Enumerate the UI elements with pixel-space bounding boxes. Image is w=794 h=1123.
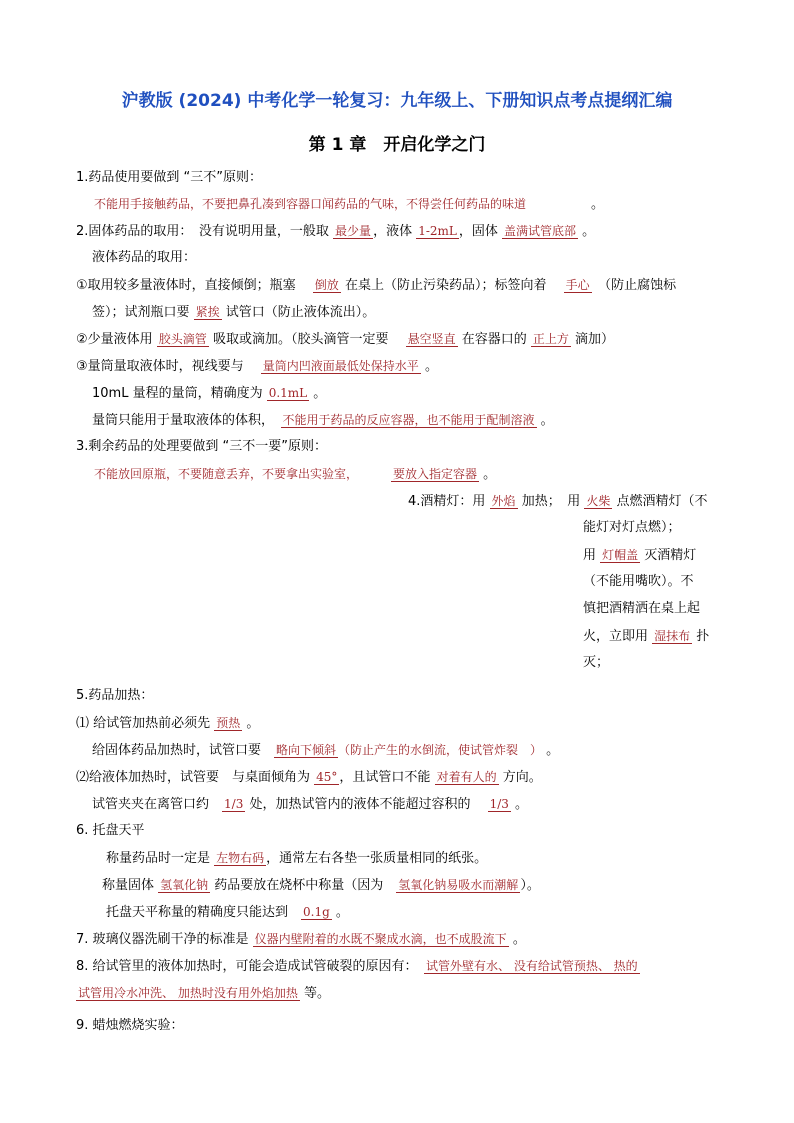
question-text: 。	[526, 197, 605, 212]
question-text: （防止腐蚀标	[591, 278, 677, 293]
question-text: 试管夹夹在离管口约	[92, 797, 223, 812]
text-line	[76, 713, 259, 734]
question-text: 托盘天平称量的精确度只能达到	[106, 905, 302, 920]
answer-blank: 氢氧化钠易吸水而潮解	[398, 878, 519, 892]
text-line	[92, 410, 554, 431]
text-line	[76, 767, 542, 788]
question-text: 8. 给试管里的液体加热时，可能会造成试管破裂的原因有：	[76, 959, 425, 974]
question-text: 滴加）	[570, 332, 615, 347]
answer-blank: 试管用冷水冲洗、 加热时没有用外焰加热	[78, 986, 298, 1000]
answer-blank: 湿抹布	[654, 629, 691, 643]
answer-blank: 1/3	[224, 797, 244, 811]
question-text: 3.剩余药品的处理要做到 “三不一要”原则：	[76, 439, 328, 454]
question-text: 1.药品使用要做到 “三不”原则：	[76, 170, 263, 185]
answer-blank: 0.1mL	[268, 386, 308, 400]
text-line	[76, 329, 614, 350]
text-line	[92, 302, 375, 323]
answer-text: （防止产生的水倒流，使试管炸裂 ）	[338, 743, 543, 757]
question-text: 加热； 用	[517, 494, 585, 509]
answer-blank: 最少量	[335, 224, 372, 238]
text-line	[106, 848, 487, 869]
answer-blank: 1/3	[489, 797, 509, 811]
answer-blank: 左物右码	[216, 851, 265, 865]
text-line	[76, 983, 330, 1004]
answer-blank: 0.1g	[303, 905, 330, 919]
answer-blank: 手心	[565, 278, 590, 292]
document-title: 沪教版 (2024) 中考化学一轮复习：九年级上、下册知识点考点提纲汇编	[121, 91, 673, 111]
answer-blank: 灯帽盖	[602, 548, 639, 562]
question-text: 点燃酒精灯（不	[612, 494, 708, 509]
question-text: 5.药品加热：	[76, 688, 154, 703]
text-line	[76, 956, 640, 977]
question-text: 等。	[299, 986, 330, 1001]
answer-blank: 倒放	[314, 278, 339, 292]
answer-blank: 仪器内壁附着的水既不聚成水滴，也不成股流下	[254, 932, 507, 946]
text-line	[583, 653, 609, 673]
text-line	[106, 902, 349, 923]
question-text: 给固体药品加热时，试管口要	[92, 743, 275, 758]
answer-blank: 氢氧化钠	[160, 878, 209, 892]
question-text: ⑵给液体加热时，试管要 与桌面倾角为	[76, 770, 315, 785]
question-text: 4.酒精灯：用	[408, 494, 490, 509]
question-text: 药品要放在烧杯中称量（因为	[210, 878, 397, 893]
question-text: 。	[508, 932, 526, 947]
question-text: ，且试管口不能	[339, 770, 435, 785]
question-text	[352, 467, 391, 482]
question-text: ）。	[520, 878, 540, 893]
text-line	[102, 875, 540, 896]
text-line	[583, 572, 694, 592]
question-text: 。	[309, 386, 327, 401]
answer-text: 不能用手接触药品，不要把鼻孔凑到容器口闻药品的气味，不得尝任何药品的味道	[94, 197, 527, 211]
question-text: 试管口（防止液体流出）。	[221, 305, 376, 320]
text-line	[76, 437, 327, 457]
question-text: 。	[331, 905, 349, 920]
answer-blank: 略向下倾斜	[276, 743, 337, 757]
text-line	[76, 221, 595, 242]
question-text: ⑴ 给试管加热前必须先	[76, 716, 215, 731]
text-line	[76, 686, 153, 706]
answer-blank: 胶头滴管	[158, 332, 207, 346]
question-text: 方向。	[498, 770, 542, 785]
answer-blank: 紧挨	[195, 305, 220, 319]
question-text: ①取用较多量液体时，直接倾倒；瓶塞	[76, 278, 313, 293]
answer-blank: 不能用于药品的反应容器，也不能用于配制溶液	[282, 413, 535, 427]
question-text: ，液体	[373, 224, 417, 239]
answer-blank: 量筒内凹液面最低处保持水平	[262, 359, 419, 373]
text-line	[583, 626, 709, 647]
text-line	[583, 545, 696, 566]
answer-blank: 悬空竖直	[407, 332, 456, 346]
question-text: 2.固体药品的取用： 没有说明用量，一般取	[76, 224, 334, 239]
answer-blank: 试管外壁有水、 没有给试管预热、 热的	[426, 959, 638, 973]
question-text: 。	[510, 797, 529, 812]
text-line	[583, 518, 681, 538]
question-text: 吸取或滴加。（胶头滴管一定要	[208, 332, 406, 347]
question-text: （不能用嘴吹）。不	[583, 574, 694, 589]
question-text: 。	[479, 467, 497, 482]
question-text: 签）；试剂瓶口要	[92, 305, 194, 320]
answer-blank: 火柴	[586, 494, 611, 508]
text-line	[92, 740, 559, 761]
text-line	[76, 929, 526, 950]
answer-blank: 对着有人的	[436, 770, 497, 784]
question-text: 处，加热试管内的液体不能超过容积的	[245, 797, 488, 812]
question-text: 。	[242, 716, 260, 731]
question-text: 火，立即用	[583, 629, 653, 644]
answer-text: 不能放回原瓶，不要随意丢弃，不要拿出实验室，	[94, 467, 353, 481]
answer-blank: 盖满试管底部	[504, 224, 577, 238]
chapter-heading: 第 1 章 开启化学之门	[308, 135, 486, 155]
question-text: 慎把酒精洒在桌上起	[583, 601, 701, 616]
question-text: 。	[420, 359, 438, 374]
question-text: ，固体	[458, 224, 503, 239]
question-text: 称量药品时一定是	[106, 851, 215, 866]
text-line	[76, 356, 438, 377]
text-line	[408, 491, 707, 512]
question-text: 。	[578, 224, 596, 239]
question-text: ②少量液体用	[76, 332, 157, 347]
text-line	[92, 794, 528, 815]
answer-blank: 正上方	[532, 332, 569, 346]
question-text: 10mL 量程的量筒，精确度为	[92, 386, 267, 401]
text-line	[92, 383, 326, 404]
text-line	[76, 821, 145, 841]
question-text: 液体药品的取用：	[92, 250, 197, 265]
text-line	[583, 599, 700, 619]
text-line	[94, 194, 604, 215]
question-text: ，通常左右各垫一张质量相同的纸张。	[266, 851, 488, 866]
question-text: 能灯对灯点燃）；	[583, 520, 681, 535]
text-line	[92, 248, 196, 268]
question-text: 7. 玻璃仪器洗刷干净的标准是	[76, 932, 253, 947]
question-text: 称量固体	[102, 878, 159, 893]
text-line	[94, 464, 496, 485]
text-line	[76, 168, 262, 188]
answer-blank: 1-2mL	[418, 224, 457, 238]
question-text: 灭酒精灯	[640, 548, 697, 563]
answer-blank: 45°	[316, 770, 338, 784]
question-text: 量筒只能用于量取液体的体积，	[92, 413, 281, 428]
question-text: 6. 托盘天平	[76, 823, 145, 838]
question-text: 灭；	[583, 655, 610, 670]
question-text: 。	[536, 413, 554, 428]
answer-blank: 外焰	[491, 494, 516, 508]
question-text: ③量筒量取液体时，视线要与	[76, 359, 261, 374]
question-text: 用	[583, 548, 601, 563]
question-text: 。	[542, 743, 560, 758]
answer-blank: 要放入指定容器	[393, 467, 478, 481]
question-text: 在容器口的	[457, 332, 531, 347]
question-text: 在桌上（防止污染药品）；标签向着	[340, 278, 564, 293]
text-line	[76, 1016, 184, 1036]
question-text: 9. 蜡烛燃烧实验：	[76, 1018, 184, 1033]
question-text: 扑	[692, 629, 710, 644]
answer-blank: 预热	[216, 716, 241, 730]
text-line	[76, 275, 676, 296]
